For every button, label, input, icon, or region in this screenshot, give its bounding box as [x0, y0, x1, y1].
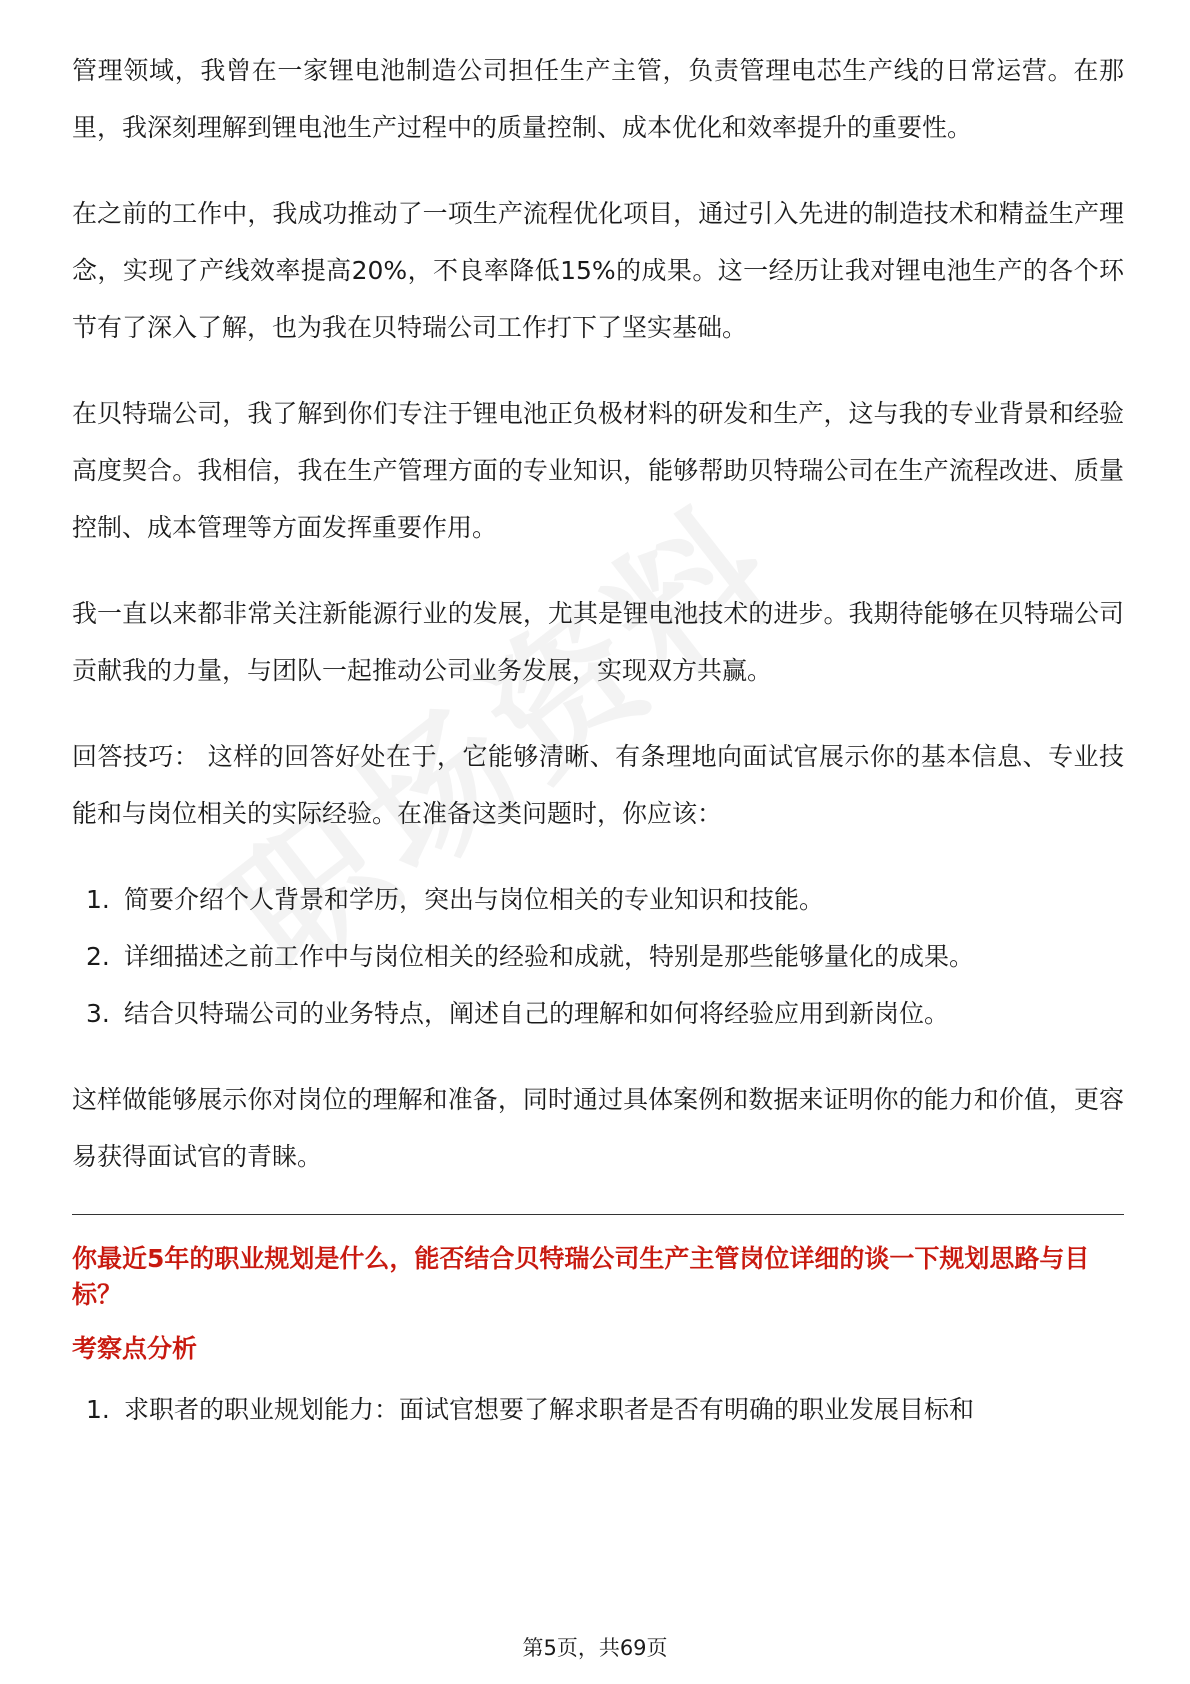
- list-item-number: 1.: [86, 885, 110, 914]
- section-title: 考察点分析: [72, 1334, 198, 1363]
- page-footer: 第5页，共69页: [522, 1636, 668, 1660]
- list-item: [72, 928, 1124, 985]
- list-item-number: 2.: [86, 942, 110, 971]
- list-item-text: 求职者的职业规划能力：面试官想要了解求职者是否有明确的职业发展目标和: [124, 1395, 975, 1424]
- paragraph-closing: 这样做能够展示你对岗位的理解和准备，同时通过具体案例和数据来证明你的能力和价值，更容易获得面试官的青睐。: [72, 1085, 1124, 1171]
- list-item-text: 详细描述之前工作中与岗位相关的经验和成就，特别是那些能够量化的成果。: [124, 942, 975, 971]
- list-item: [72, 985, 1124, 1042]
- list-item: [72, 871, 1124, 928]
- tips-list: [72, 871, 1124, 1042]
- paragraph-answer-tips: 回答技巧： 这样的回答好处在于，它能够清晰、有条理地向面试官展示你的基本信息、专业技能和与岗位相关的实际经验。在准备这类问题时，你应该：: [72, 742, 1124, 828]
- interview-question: 你最近5年的职业规划是什么，能否结合贝特瑞公司生产主管岗位详细的谈一下规划思路与目标？: [72, 1244, 1090, 1309]
- paragraph-industry-interest: 我一直以来都非常关注新能源行业的发展，尤其是锂电池技术的进步。我期待能够在贝特瑞公司贡献我的力量，与团队一起推动公司业务发展，实现双方共赢。: [72, 599, 1124, 685]
- section-divider: [72, 1214, 1124, 1215]
- paragraph-previous-role: 管理领域，我曾在一家锂电池制造公司担任生产主管，负责管理电芯生产线的日常运营。在那里，我深刻理解到锂电池生产过程中的质量控制、成本优化和效率提升的重要性。: [72, 56, 1124, 142]
- list-item-text: 结合贝特瑞公司的业务特点，阐述自己的理解和如何将经验应用到新岗位。: [124, 999, 950, 1028]
- list-item-text: 简要介绍个人背景和学历，突出与岗位相关的专业知识和技能。: [124, 885, 825, 914]
- list-item: [72, 1381, 1124, 1438]
- paragraph-company-fit: 在贝特瑞公司，我了解到你们专注于锂电池正负极材料的研发和生产，这与我的专业背景和经验高度契合。我相信，我在生产管理方面的专业知识，能够帮助贝特瑞公司在生产流程改进、质量控制、成本管理等方面发挥重要作用。: [72, 399, 1124, 542]
- analysis-list: [72, 1381, 1124, 1438]
- list-item-number: 1.: [86, 1395, 110, 1424]
- paragraph-optimization-project: 在之前的工作中，我成功推动了一项生产流程优化项目，通过引入先进的制造技术和精益生产理念，实现了产线效率提高20%，不良率降低15%的成果。这一经历让我对锂电池生产的各个环节有了深入了解，也为我在贝特瑞公司工作打下了坚实基础。: [72, 199, 1124, 342]
- list-item-number: 3.: [86, 999, 110, 1028]
- document-body: [72, 42, 1124, 1467]
